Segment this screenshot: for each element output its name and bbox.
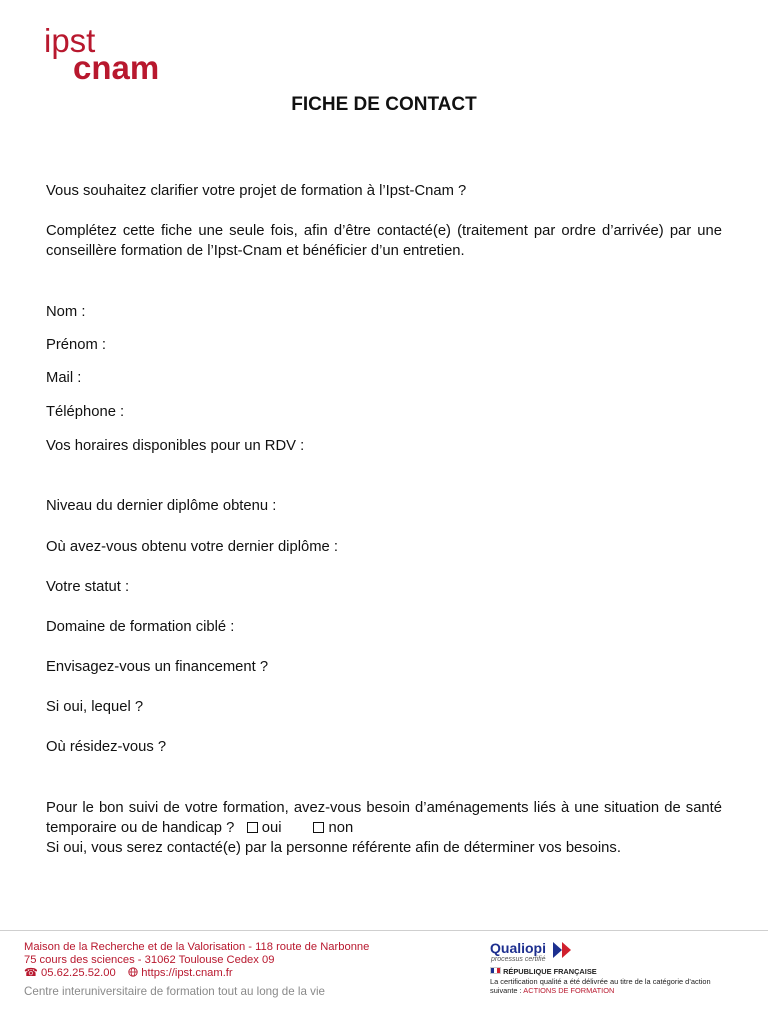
certification-line-1: La certification qualité a été délivrée au titre de la catégorie d’action bbox=[490, 977, 711, 986]
amenagement-line-2 bbox=[46, 818, 722, 838]
republique-label: RÉPUBLIQUE FRANÇAISE bbox=[503, 967, 597, 976]
certification-line-2 bbox=[490, 986, 614, 995]
field-statut: Votre statut : bbox=[46, 579, 130, 595]
ipst-cnam-logo bbox=[44, 22, 160, 86]
logo-line-ipst: ipst bbox=[44, 22, 96, 59]
field-mail: Mail : bbox=[46, 370, 82, 386]
amenagement-line-1: Pour le bon suivi de votre formation, avez-vous besoin d’aménagements liés à une situation de santé bbox=[46, 800, 722, 816]
oui-checkbox[interactable] bbox=[247, 822, 258, 833]
certification-action: ACTIONS DE FORMATION bbox=[523, 986, 615, 995]
field-lieu-diplome: Où avez-vous obtenu votre dernier diplôme : bbox=[46, 539, 338, 555]
qualiopi-arrows-icon bbox=[551, 940, 575, 960]
globe-icon bbox=[128, 967, 138, 977]
intro-paragraph-line-2: conseillère formation de l’Ipst-Cnam et bénéficier d’un entretien. bbox=[46, 243, 465, 259]
field-nom: Nom : bbox=[46, 304, 86, 320]
qualiopi-logo bbox=[490, 940, 580, 962]
field-residence: Où résidez-vous ? bbox=[46, 739, 167, 755]
logo-line-cnam: cnam bbox=[73, 49, 160, 86]
footer-website-link[interactable]: https://ipst.cnam.fr bbox=[141, 967, 233, 979]
amenagement-block bbox=[46, 798, 722, 858]
field-domaine: Domaine de formation ciblé : bbox=[46, 619, 235, 635]
certification-prefix: suivante : bbox=[490, 986, 522, 995]
field-financement: Envisagez-vous un financement ? bbox=[46, 659, 269, 675]
footer-tagline: Centre interuniversitaire de formation tout au long de la vie bbox=[24, 985, 325, 998]
field-prenom: Prénom : bbox=[46, 337, 107, 353]
field-horaires: Vos horaires disponibles pour un RDV : bbox=[46, 438, 305, 454]
intro-question: Vous souhaitez clarifier votre projet de formation à l’Ipst-Cnam ? bbox=[46, 183, 467, 199]
amenagement-line-3: Si oui, vous serez contacté(e) par la personne référente afin de déterminer vos besoins. bbox=[46, 840, 621, 856]
french-flag-icon bbox=[490, 967, 501, 974]
non-label: non bbox=[328, 820, 354, 836]
footer-divider bbox=[0, 930, 768, 931]
amenagement-question: temporaire ou de handicap ? bbox=[46, 820, 235, 836]
oui-label: oui bbox=[261, 820, 282, 836]
footer-contact-line bbox=[24, 967, 233, 980]
intro-paragraph-line-1: Complétez cette fiche une seule fois, afin d’être contacté(e) (traitement par ordre d’arrivée) par une bbox=[46, 223, 722, 239]
non-checkbox[interactable] bbox=[313, 822, 324, 833]
footer-address-2: 75 cours des sciences - 31062 Toulouse Cedex 09 bbox=[24, 954, 275, 966]
qualiopi-sub: processus certifié bbox=[491, 956, 546, 963]
field-lequel: Si oui, lequel ? bbox=[46, 699, 144, 715]
field-telephone: Téléphone : bbox=[46, 404, 125, 420]
footer-phone: 05.62.25.52.00 bbox=[41, 967, 116, 979]
page-title: FICHE DE CONTACT bbox=[291, 94, 477, 115]
republique-line bbox=[490, 967, 597, 976]
footer-address-1: Maison de la Recherche et de la Valorisation - 118 route de Narbonne bbox=[24, 941, 370, 953]
qualiopi-brand: Qualiopi bbox=[490, 940, 546, 956]
phone-icon: ☎ bbox=[24, 967, 38, 979]
intro-paragraph bbox=[46, 221, 722, 261]
field-niveau-diplome: Niveau du dernier diplôme obtenu : bbox=[46, 498, 277, 514]
